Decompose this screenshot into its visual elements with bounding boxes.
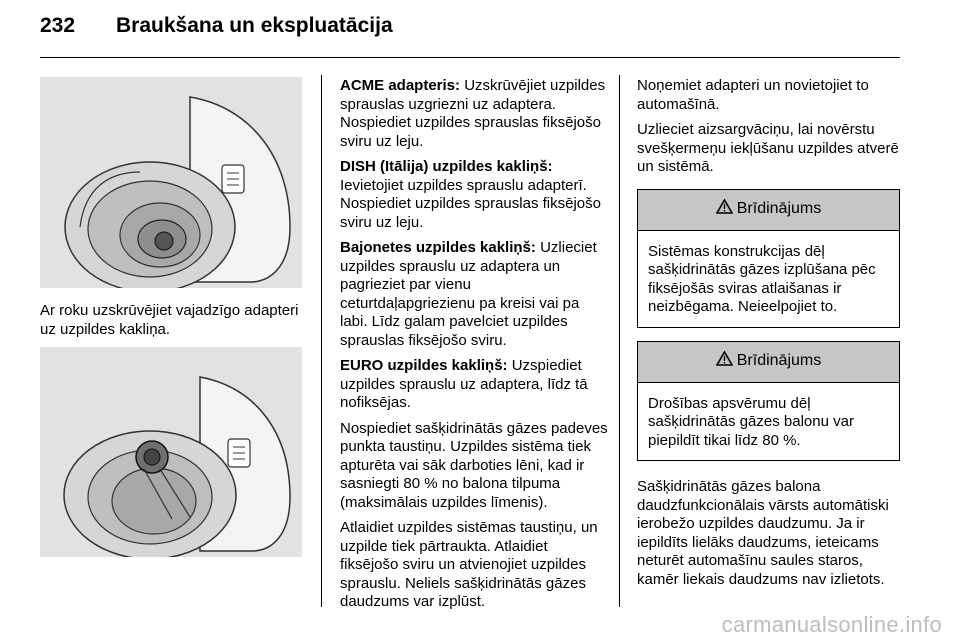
middle-column xyxy=(340,77,608,619)
fuel-filler-adapter-figure-1 xyxy=(40,77,302,288)
column-divider-2 xyxy=(619,75,620,607)
remove-paragraph: Noņemiet adapteri un novietojiet to automašīnā. xyxy=(637,77,869,113)
warning-header-1 xyxy=(638,190,899,231)
warning-title-2: Brīdinājums xyxy=(736,352,822,370)
bajonet-paragraph xyxy=(340,239,608,350)
warning-text-1: Sistēmas konstrukcijas dēļ sašķidrinātās gāzes izplūšana pēc fiksējošās sviras atlaišanas ir neizbēgama. Neieelpojiet to. xyxy=(648,242,876,315)
release-paragraph: Atlaidiet uzpildes sistēmas taustiņu, un uzpilde tiek pārtraukta. Atlaidiet fiksējošo sviru un atvienojiet uzpildes sprauslu. Neliels sašķidrinātās gāzes daudzums var izplūst. xyxy=(340,519,598,610)
bajonet-term: Bajonetes uzpildes kakliņš: xyxy=(340,239,536,256)
euro-term: EURO uzpildes kakliņš: xyxy=(340,357,508,374)
page-number: 232 xyxy=(40,14,76,37)
bajonet-text: Uzlieciet uzpildes sprauslu uz adaptera un pagrieziet par vienu ceturtdaļapgriezienu pa kreisi vai pa labi. Līdz galam pavelciet uzpildes sprauslas fiksējošo sviru. xyxy=(340,239,597,349)
cap-paragraph: Uzlieciet aizsargvāciņu, lai novērstu svešķermeņu iekļūšanu uzpildes atverē un sistēmā. xyxy=(637,121,899,175)
right-column xyxy=(637,77,900,596)
warning-header-2 xyxy=(638,342,899,383)
warning-box-1 xyxy=(637,189,900,328)
left-caption: Ar roku uzskrūvējiet vajadzīgo adapteri uz uzpildes kakliņa. xyxy=(40,302,299,338)
fuel-flap-icon xyxy=(40,77,302,288)
euro-paragraph xyxy=(340,357,608,413)
press-paragraph: Nospiediet sašķidrinātās gāzes padeves punkta taustiņu. Uzpildes sistēma tiek apturēta vai sāk darboties lēni, kad ir sasniegti 80 % no balona tilpuma (maksimālais uzpildes līmenis). xyxy=(340,419,608,511)
valve-paragraph: Sašķidrinātās gāzes balona daudzfunkcionālais vārsts automātiski ierobežo uzpildes daudzumu. Ja ir iepildīts lielāks daudzums, ieteicams neturēt automašīnu saules staros, kamēr liekais daudzums nav izlietots. xyxy=(637,478,889,588)
warning-title-1: Brīdinājums xyxy=(736,200,822,218)
dish-text: Ievietojiet uzpildes sprauslu adapterī. Nospiediet uzpildes sprauslas fiksējošo sviru uz leju. xyxy=(340,176,601,231)
warning-triangle-icon xyxy=(716,199,733,220)
page-title: Braukšana un ekspluatācija xyxy=(116,14,393,37)
warning-triangle-icon xyxy=(716,351,733,372)
acme-paragraph xyxy=(340,77,608,151)
dish-term: DISH (Itālija) uzpildes kakliņš: xyxy=(340,158,553,175)
watermark: carmanualsonline.info xyxy=(721,612,942,637)
euro-text: Uzspiediet uzpildes sprauslu uz adaptera, līdz tā nofiksējas. xyxy=(340,357,588,411)
page-header xyxy=(40,14,393,38)
column-divider-1 xyxy=(321,75,322,607)
warning-box-2 xyxy=(637,341,900,462)
acme-text: Uzskrūvējiet uzpildes sprauslas uzgriezni uz adaptera. Nospiediet uzpildes sprauslas fiksējošo sviru uz leju. xyxy=(340,77,606,150)
dish-paragraph xyxy=(340,158,608,232)
acme-term: ACME adapteris: xyxy=(340,77,461,94)
header-rule xyxy=(40,57,900,58)
fuel-filler-adapter-figure-2 xyxy=(40,347,302,557)
warning-text-2: Drošības apsvērumu dēļ sašķidrinātās gāzes balonu var piepildīt tikai līdz 80 %. xyxy=(648,394,854,449)
fuel-flap-with-adapter-icon xyxy=(40,347,302,557)
